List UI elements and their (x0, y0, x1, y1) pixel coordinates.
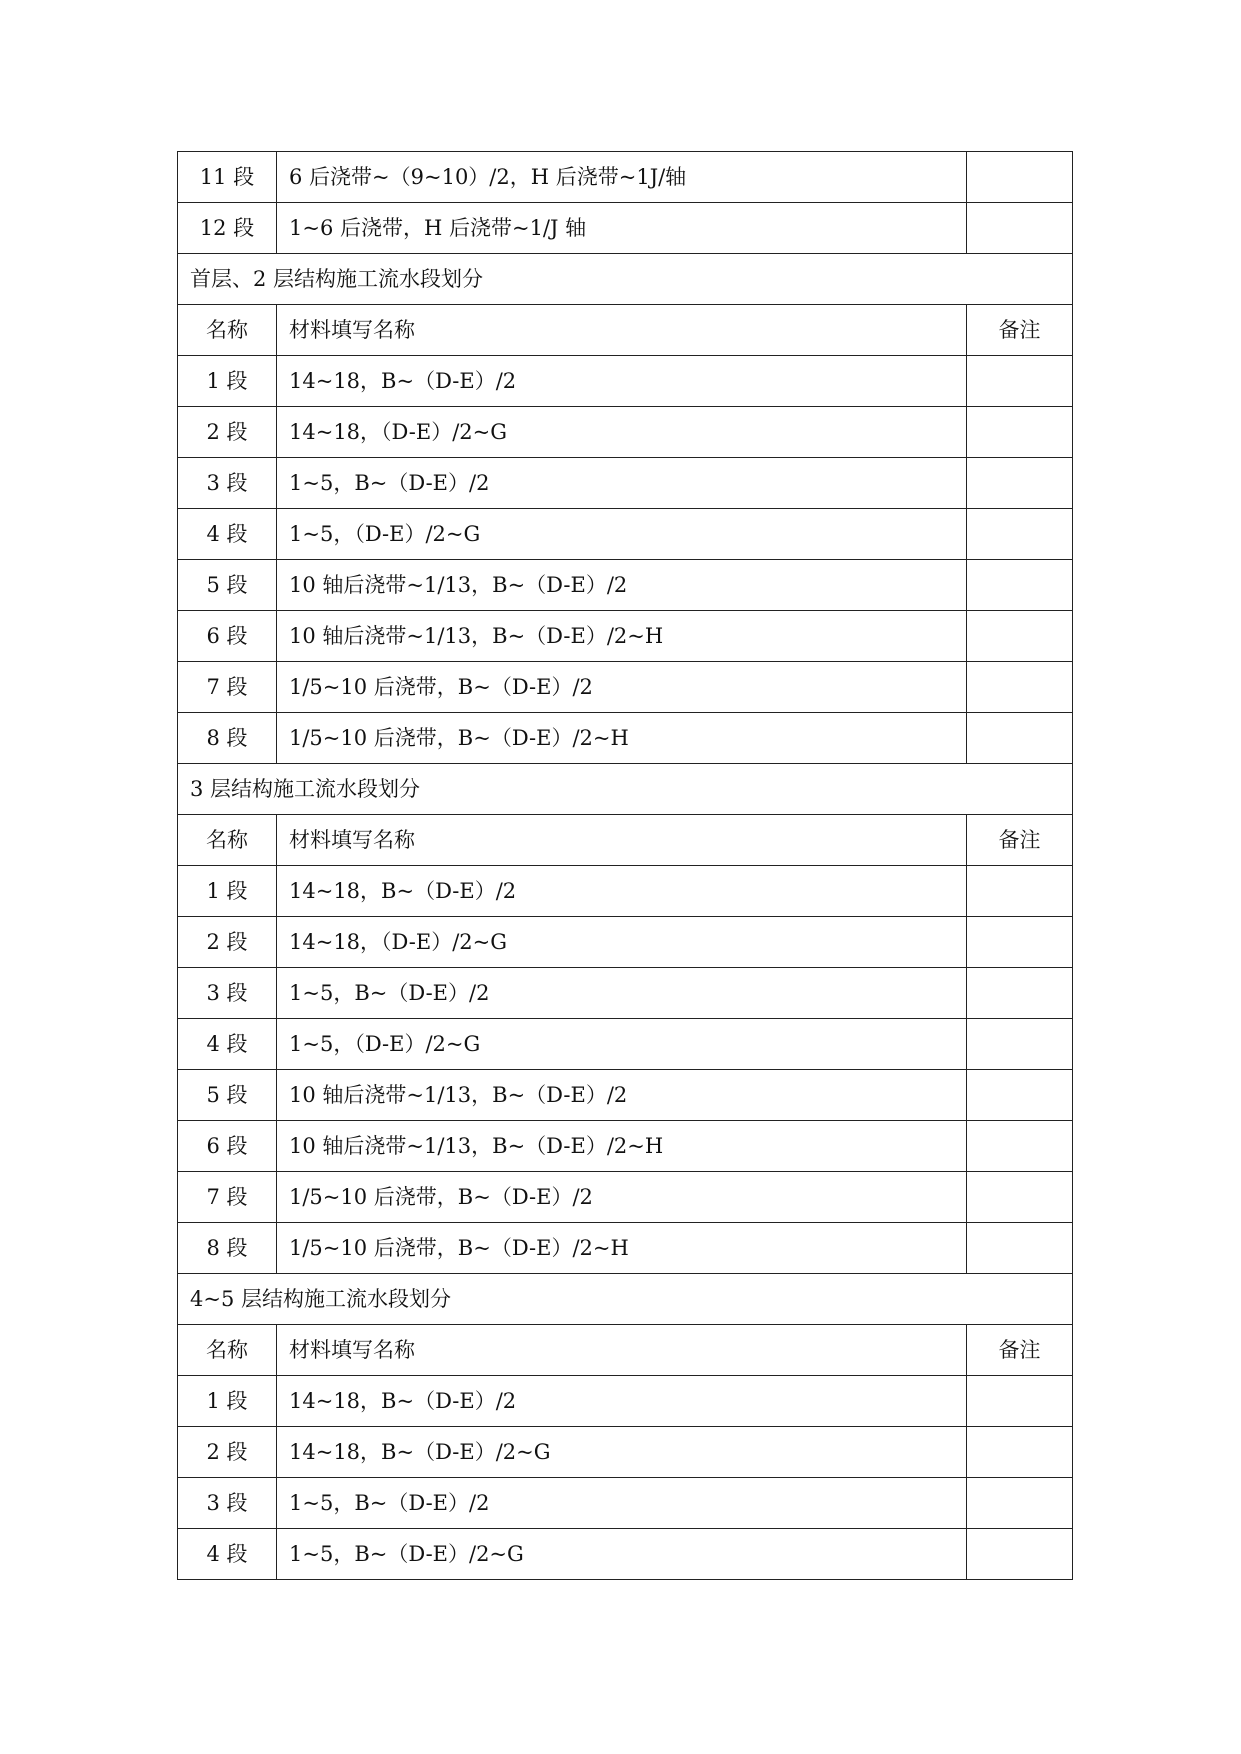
segment-note (967, 356, 1073, 407)
table-row (178, 1478, 1073, 1529)
table-row (178, 203, 1073, 254)
segment-content: 10 轴后浇带~1/13，B~（D-E）/2 (277, 1070, 967, 1121)
segment-content: 1/5~10 后浇带，B~（D-E）/2~H (277, 713, 967, 764)
segment-name: 6 段 (178, 611, 277, 662)
segment-note (967, 203, 1073, 254)
segment-note (967, 611, 1073, 662)
segment-note (967, 1376, 1073, 1427)
header-name: 名称 (178, 1325, 277, 1376)
segment-content: 14~18，（D-E）/2~G (277, 917, 967, 968)
segment-name: 7 段 (178, 662, 277, 713)
segment-content: 1~6 后浇带，H 后浇带~1/J 轴 (277, 203, 967, 254)
segment-content: 6 后浇带~（9~10）/2，H 后浇带~1J/轴 (277, 152, 967, 203)
segment-note (967, 917, 1073, 968)
segment-note (967, 509, 1073, 560)
segment-note (967, 713, 1073, 764)
segment-name: 3 段 (178, 1478, 277, 1529)
section-title: 首层、2 层结构施工流水段划分 (178, 254, 1073, 305)
segment-name: 5 段 (178, 560, 277, 611)
column-header-row (178, 305, 1073, 356)
table-row (178, 1172, 1073, 1223)
segment-name: 3 段 (178, 458, 277, 509)
segment-content: 1/5~10 后浇带，B~（D-E）/2~H (277, 1223, 967, 1274)
table-row (178, 1529, 1073, 1580)
segment-name: 1 段 (178, 356, 277, 407)
segment-note (967, 866, 1073, 917)
table-row (178, 1427, 1073, 1478)
segment-content: 14~18，B~（D-E）/2 (277, 1376, 967, 1427)
header-name: 名称 (178, 305, 277, 356)
segment-note (967, 560, 1073, 611)
header-note: 备注 (967, 1325, 1073, 1376)
segment-note (967, 1529, 1073, 1580)
segment-note (967, 1427, 1073, 1478)
table-row (178, 1376, 1073, 1427)
segment-content: 1~5，（D-E）/2~G (277, 1019, 967, 1070)
header-content: 材料填写名称 (277, 305, 967, 356)
segment-name: 2 段 (178, 1427, 277, 1478)
segment-content: 1~5，B~（D-E）/2~G (277, 1529, 967, 1580)
segment-content: 10 轴后浇带~1/13，B~（D-E）/2~H (277, 611, 967, 662)
table-row (178, 407, 1073, 458)
segment-note (967, 968, 1073, 1019)
segment-content: 1~5，（D-E）/2~G (277, 509, 967, 560)
segment-content: 1~5，B~（D-E）/2 (277, 1478, 967, 1529)
table-row (178, 356, 1073, 407)
segment-content: 14~18，B~（D-E）/2 (277, 356, 967, 407)
segment-name: 8 段 (178, 1223, 277, 1274)
segment-content: 14~18，B~（D-E）/2~G (277, 1427, 967, 1478)
segment-name: 6 段 (178, 1121, 277, 1172)
segment-name: 12 段 (178, 203, 277, 254)
table-row (178, 1223, 1073, 1274)
segment-name: 4 段 (178, 509, 277, 560)
segment-note (967, 1070, 1073, 1121)
section-title-row (178, 764, 1073, 815)
segment-content: 10 轴后浇带~1/13，B~（D-E）/2~H (277, 1121, 967, 1172)
segment-note (967, 407, 1073, 458)
segment-note (967, 1019, 1073, 1070)
segment-name: 2 段 (178, 917, 277, 968)
header-note: 备注 (967, 305, 1073, 356)
segment-content: 1/5~10 后浇带，B~（D-E）/2 (277, 662, 967, 713)
segment-name: 7 段 (178, 1172, 277, 1223)
segment-name: 1 段 (178, 866, 277, 917)
segment-note (967, 1121, 1073, 1172)
section-title: 3 层结构施工流水段划分 (178, 764, 1073, 815)
segment-content: 14~18，B~（D-E）/2 (277, 866, 967, 917)
segment-note (967, 1172, 1073, 1223)
table-row (178, 662, 1073, 713)
table-row (178, 713, 1073, 764)
section-title: 4~5 层结构施工流水段划分 (178, 1274, 1073, 1325)
segment-name: 8 段 (178, 713, 277, 764)
segment-content: 1~5，B~（D-E）/2 (277, 458, 967, 509)
segment-note (967, 1478, 1073, 1529)
segment-name: 3 段 (178, 968, 277, 1019)
segment-name: 1 段 (178, 1376, 277, 1427)
section-title-row (178, 1274, 1073, 1325)
table-row (178, 917, 1073, 968)
table-row (178, 968, 1073, 1019)
header-name: 名称 (178, 815, 277, 866)
table-row (178, 1019, 1073, 1070)
segment-note (967, 662, 1073, 713)
section-title-row (178, 254, 1073, 305)
segment-content: 1~5，B~（D-E）/2 (277, 968, 967, 1019)
table-row (178, 152, 1073, 203)
table-row (178, 509, 1073, 560)
segment-name: 5 段 (178, 1070, 277, 1121)
segment-note (967, 1223, 1073, 1274)
table-body (178, 152, 1073, 1580)
segment-content: 14~18，（D-E）/2~G (277, 407, 967, 458)
table-row (178, 560, 1073, 611)
segment-name: 4 段 (178, 1529, 277, 1580)
segment-name: 4 段 (178, 1019, 277, 1070)
column-header-row (178, 1325, 1073, 1376)
segment-note (967, 458, 1073, 509)
header-content: 材料填写名称 (277, 1325, 967, 1376)
segment-name: 2 段 (178, 407, 277, 458)
table-row (178, 1070, 1073, 1121)
table-row (178, 458, 1073, 509)
segment-content: 10 轴后浇带~1/13，B~（D-E）/2 (277, 560, 967, 611)
segment-content: 1/5~10 后浇带，B~（D-E）/2 (277, 1172, 967, 1223)
table-row (178, 1121, 1073, 1172)
column-header-row (178, 815, 1073, 866)
header-content: 材料填写名称 (277, 815, 967, 866)
segment-note (967, 152, 1073, 203)
segment-name: 11 段 (178, 152, 277, 203)
header-note: 备注 (967, 815, 1073, 866)
table-row (178, 611, 1073, 662)
table-row (178, 866, 1073, 917)
construction-segment-table (177, 151, 1073, 1580)
